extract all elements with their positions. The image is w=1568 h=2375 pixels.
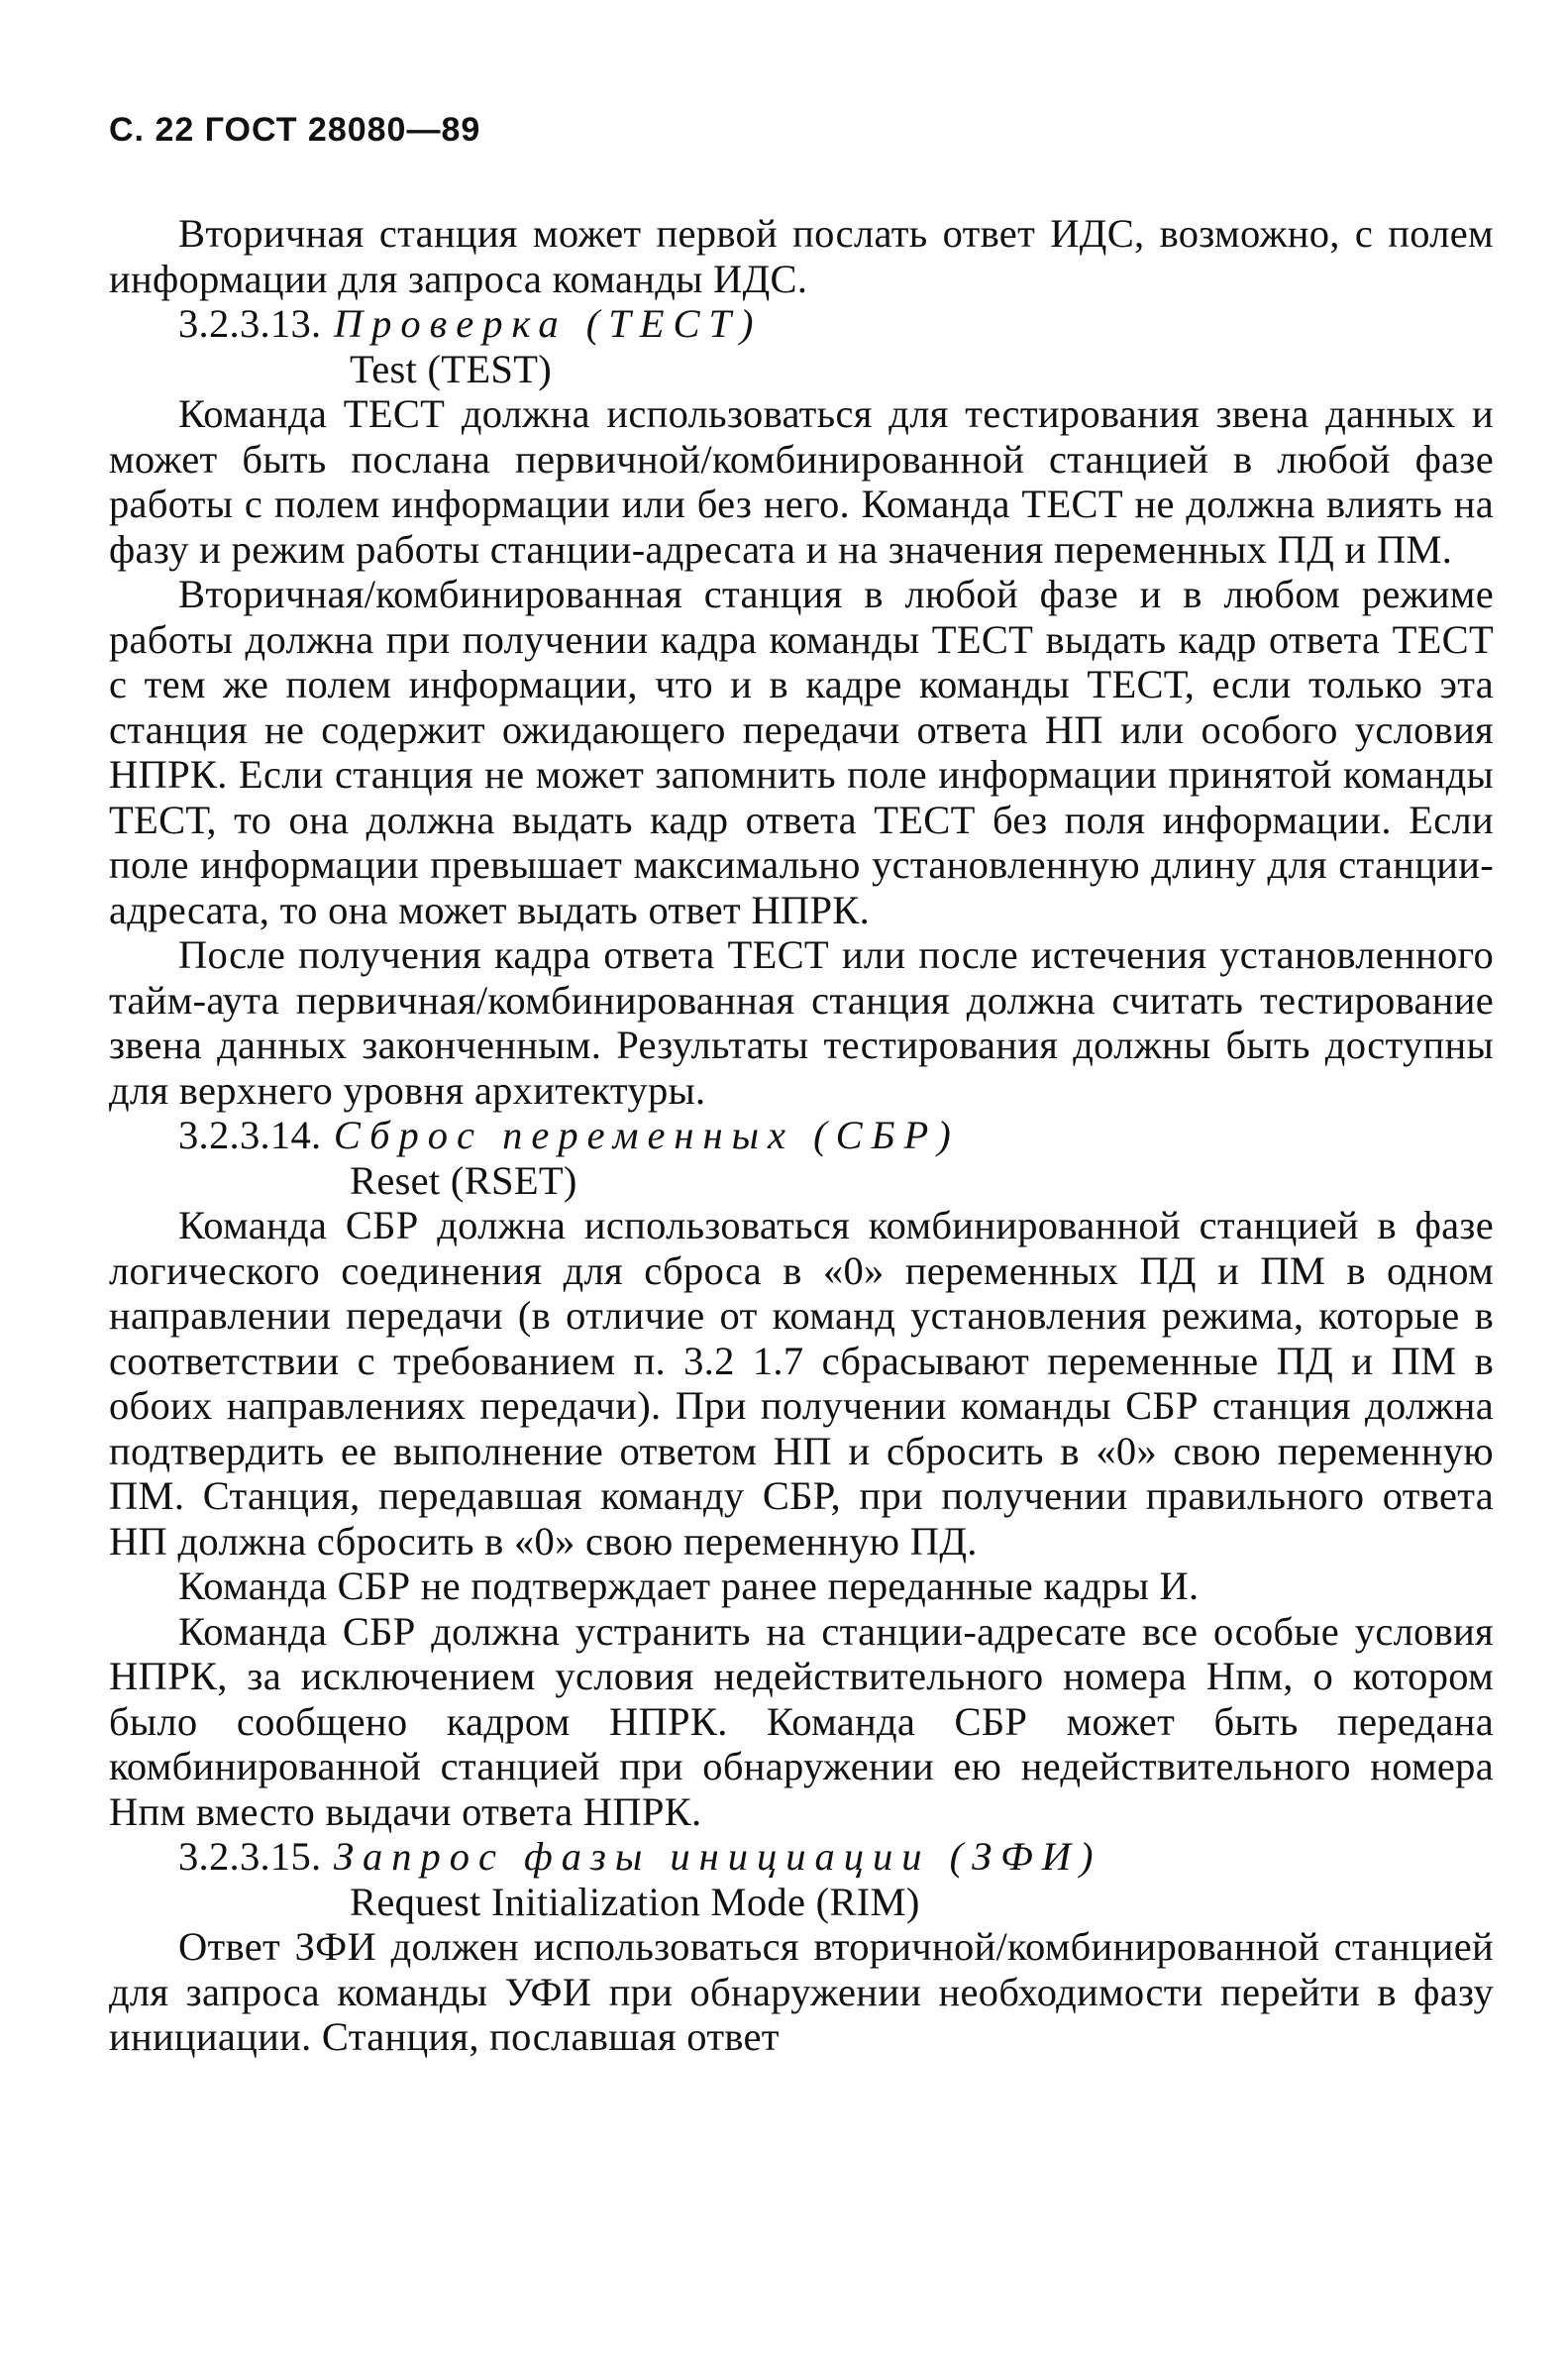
section-number: 3.2.3.14.	[178, 1113, 322, 1157]
paragraph: Команда СБР должна устранить на станции-адресате все особые условия НПРК, за исключением условия недействительного номера Нпм, о котором было сообщено кадром НПРК. Команда СБР может быть передана комбинированной станцией при обнаружении ею недействительного номера Нпм вместо выдачи ответа НПРК.	[109, 1608, 1494, 1834]
paragraph: Вторичная/комбинированная станция в любой фазе и в любом режиме работы должна при получении кадра команды ТЕСТ выдать кадр ответа ТЕСТ с тем же полем информации, что и в кадре команды ТЕСТ, если только эта станция не содержит ожидающего передачи ответа НП или особого условия НПРК. Если станция не может запомнить поле информации принятой команды ТЕСТ, то она должна выдать кадр ответа ТЕСТ без поля информации. Если поле информации превышает максимально установленную длину для станции-адресата, то она может выдать ответ НПРК.	[109, 572, 1494, 932]
paragraph: Команда СБР должна использоваться комбинированной станцией в фазе логического соединения для сброса в «0» переменных ПД и ПМ в одном направлении передачи (в отличие от команд установления режима, которые в соответствии с требованием п. 3.2 1.7 сбрасывают переменные ПД и ПМ в обоих направлениях передачи). При получении команды СБР станция должна подтвердить ее выполнение ответом НП и сбросить в «0» свою переменную ПМ. Станция, передавшая команду СБР, при получении правильного ответа НП должна сбросить в «0» свою переменную ПД.	[109, 1203, 1494, 1564]
section-subtitle: Request Initialization Mode (RIM)	[350, 1879, 920, 1924]
body-text	[109, 211, 1494, 2060]
paragraph: Вторичная станция может первой послать ответ ИДС, возможно, с полем информации для запроса команды ИДС.	[109, 211, 1494, 301]
paragraph: Команда СБР не подтверждает ранее переданные кадры И.	[178, 1564, 1200, 1608]
section-title: Сброс переменных (СБР)	[333, 1113, 960, 1157]
section-number: 3.2.3.13.	[178, 301, 322, 346]
page-header: С. 22 ГОСТ 28080—89	[109, 111, 481, 149]
section-heading	[109, 301, 1494, 347]
paragraph: После получения кадра ответа ТЕСТ или после истечения установленного тайм-аута первичная/комбинированная станция должна считать тестирование звена данных законченным. Результаты тестирования должны быть доступны для верхнего уровня архитектуры.	[109, 932, 1494, 1113]
paragraph: Команда ТЕСТ должна использоваться для тестирования звена данных и может быть послана первичной/комбинированной станцией в любой фазе работы с полем информации или без него. Команда ТЕСТ не должна влиять на фазу и режим работы станции-адресата и на значения переменных ПД и ПМ.	[109, 391, 1494, 572]
section-heading	[109, 1113, 1494, 1158]
section-subtitle: Reset (RSET)	[350, 1157, 577, 1203]
section-subtitle: Test (TEST)	[350, 346, 553, 391]
section-title: Запрос фазы инициации (ЗФИ)	[333, 1834, 1102, 1879]
paragraph: Ответ ЗФИ должен использоваться вторичной/комбинированной станцией для запроса команды УФИ при обнаружении необходимости перейти в фазу инициации. Станция, пославшая ответ	[109, 1924, 1494, 2059]
section-heading	[109, 1834, 1494, 1880]
section-title: Проверка (ТЕСТ)	[333, 301, 763, 346]
section-number: 3.2.3.15.	[178, 1834, 322, 1879]
